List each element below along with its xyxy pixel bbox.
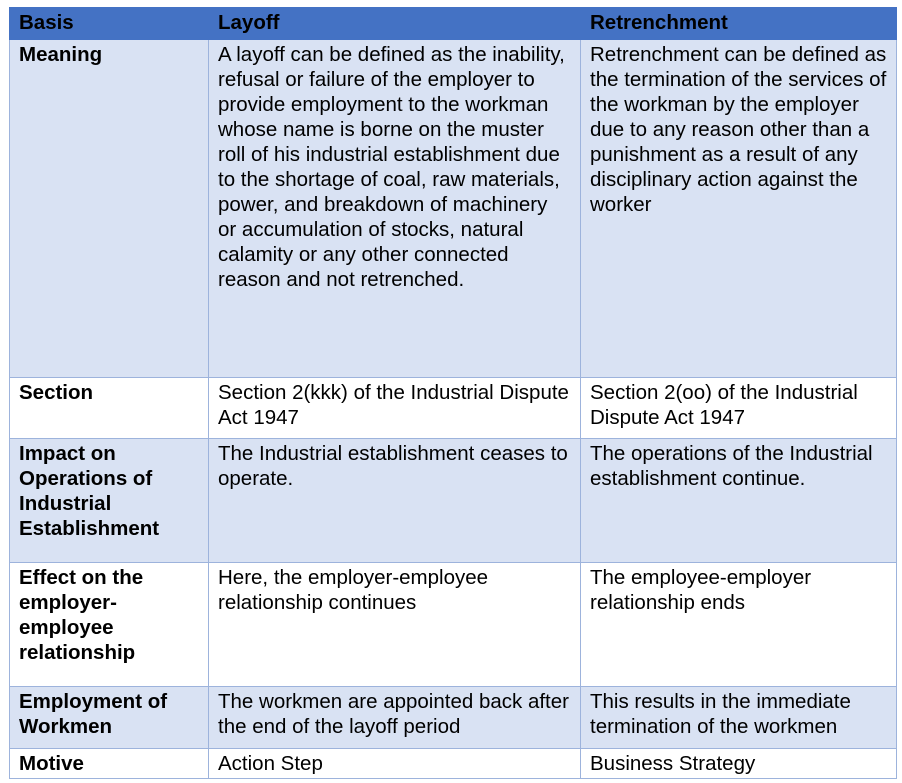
table-row-motive: [10, 749, 897, 779]
basis-cell: Motive: [10, 749, 209, 779]
layoff-cell: The workmen are appointed back after the end of the layoff period: [209, 687, 581, 749]
basis-cell: Section: [10, 378, 209, 439]
table-row-section: [10, 378, 897, 439]
header-row: [10, 8, 897, 40]
basis-cell: Employment of Workmen: [10, 687, 209, 749]
table-body: [10, 40, 897, 779]
layoff-cell: Action Step: [209, 749, 581, 779]
layoff-cell: A layoff can be defined as the inability, refusal or failure of the employer to provide employment to the workman whose name is borne on the muster roll of his industrial establishment due to the shortage of coal, raw materials, power, and breakdown of machinery or accumulation of stocks, natural calamity or any other connected reason and not retrenched.: [209, 40, 581, 378]
layoff-cell: Section 2(kkk) of the Industrial Dispute Act 1947: [209, 378, 581, 439]
layoff-cell: The Industrial establishment ceases to operate.: [209, 439, 581, 563]
table-row-effect: [10, 563, 897, 687]
header-retrenchment: Retrenchment: [581, 8, 897, 40]
table-row-impact: [10, 439, 897, 563]
retrenchment-cell: Business Strategy: [581, 749, 897, 779]
table-header: [10, 8, 897, 40]
basis-cell: Effect on the employer-employee relationship: [10, 563, 209, 687]
header-basis: Basis: [10, 8, 209, 40]
retrenchment-cell: The employee-employer relationship ends: [581, 563, 897, 687]
retrenchment-cell: Retrenchment can be defined as the termination of the services of the workman by the employer due to any reason other than a punishment as a result of any disciplinary action against the worker: [581, 40, 897, 378]
basis-cell: Impact on Operations of Industrial Establishment: [10, 439, 209, 563]
retrenchment-cell: This results in the immediate termination of the workmen: [581, 687, 897, 749]
basis-cell: Meaning: [10, 40, 209, 378]
retrenchment-cell: The operations of the Industrial establishment continue.: [581, 439, 897, 563]
table-row-employment: [10, 687, 897, 749]
retrenchment-cell: Section 2(oo) of the Industrial Dispute Act 1947: [581, 378, 897, 439]
header-layoff: Layoff: [209, 8, 581, 40]
comparison-table: [9, 7, 897, 779]
table-row-meaning: [10, 40, 897, 378]
layoff-cell: Here, the employer-employee relationship continues: [209, 563, 581, 687]
